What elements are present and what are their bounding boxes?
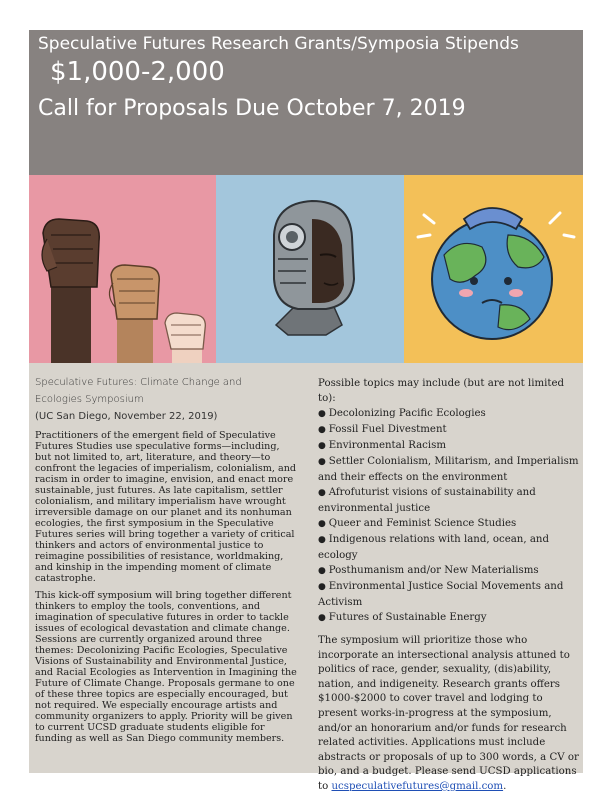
symposium-date: (UC San Diego, November 22, 2019) xyxy=(35,411,218,422)
sick-earth-panel xyxy=(404,175,583,363)
sick-earth-illustration xyxy=(404,175,583,363)
raised-fists-illustration xyxy=(29,175,216,363)
topic-item: ● Posthumanism and/or New Materialisms xyxy=(318,563,580,579)
topics-list xyxy=(318,406,580,626)
priority-paragraph xyxy=(318,634,580,795)
topic-item: ● Decolonizing Pacific Ecologies xyxy=(318,406,580,422)
header-banner xyxy=(29,30,583,175)
intro-paragraph: Practitioners of the emergent field of Speculative Futures Studies use speculative forms—including, but not limited to, art, literature, and theory—to confront the legacies of imperialism, colonialism, and racism in order to imagine, envision, and enact more sustainable, just futures. As late capitalism, settler colonialism, and military imperialism have wrought irreversible damage on our planet and its nonhuman ecologies, the first symposium in the Speculative Futures series will bring together a variety of critical thinkers and actors of environmental justice to reimagine possibilities of resistance, worldmaking, and kinship in the impending moment of climate catastrophe. xyxy=(35,430,297,584)
topic-item: ● Futures of Sustainable Energy xyxy=(318,610,580,626)
topic-item: ● Environmental Justice Social Movements and Activism xyxy=(318,579,580,610)
topics-intro: Possible topics may include (but are not limited to): xyxy=(318,378,565,404)
topic-item: ● Settler Colonialism, Militarism, and Imperialism and their effects on the environment xyxy=(318,454,580,485)
due-date: Call for Proposals Due October 7, 2019 xyxy=(38,96,466,121)
grant-amount: $1,000-2,000 xyxy=(50,57,225,87)
contact-email-link[interactable]: ucspeculativefutures@gmail.com xyxy=(331,780,504,792)
topic-item: ● Indigenous relations with land, ocean, and ecology xyxy=(318,532,580,563)
left-column xyxy=(35,374,297,750)
topic-item: ● Queer and Feminist Science Studies xyxy=(318,516,580,532)
robot-head-panel xyxy=(216,175,404,363)
robot-head-illustration xyxy=(216,175,404,363)
symposium-title-line1: Speculative Futures: Climate Change and xyxy=(35,377,242,388)
topic-item: ● Afrofuturist visions of sustainability and environmental justice xyxy=(318,485,580,516)
priority-text: The symposium will prioritize those who incorporate an intersectional analysis attuned to politics of race, gender, sexuality, (dis)ability, nation, and indigeneity. Research grants offers $1000-$2000 to cover travel and lodging to present works-in-progress at the symposium, and/or an honorarium and/or funds for research related activities. Applications must include abstracts or proposals of up to 300 words, a CV or bio, and a budget. Please send UCSD applications to xyxy=(318,635,579,792)
right-column xyxy=(318,376,580,795)
topic-item: ● Environmental Racism xyxy=(318,438,580,454)
flyer-title: Speculative Futures Research Grants/Symposia Stipends xyxy=(38,34,519,54)
email-suffix: . xyxy=(503,780,507,792)
kickoff-paragraph: This kick-off symposium will bring together different thinkers to employ the tools, conventions, and imagination of speculative futures in order to tackle issues of ecological devastation and climate change. Sessions are currently organized around three themes: Decolonizing Pacific Ecologies, Speculative Visions of Sustainability and Environmental Justice, and Racial Ecologies as Intervention in Imagining the Future of Climate Change. Proposals germane to one of these three topics are especially encouraged, but not required. We especially encourage artists and community organizers to apply. Priority will be given to current UCSD graduate students eligible for funding as well as San Diego community members. xyxy=(35,590,297,744)
topic-item: ● Fossil Fuel Divestment xyxy=(318,422,580,438)
raised-fists-panel xyxy=(29,175,216,363)
symposium-title-line2: Ecologies Symposium xyxy=(35,394,144,405)
